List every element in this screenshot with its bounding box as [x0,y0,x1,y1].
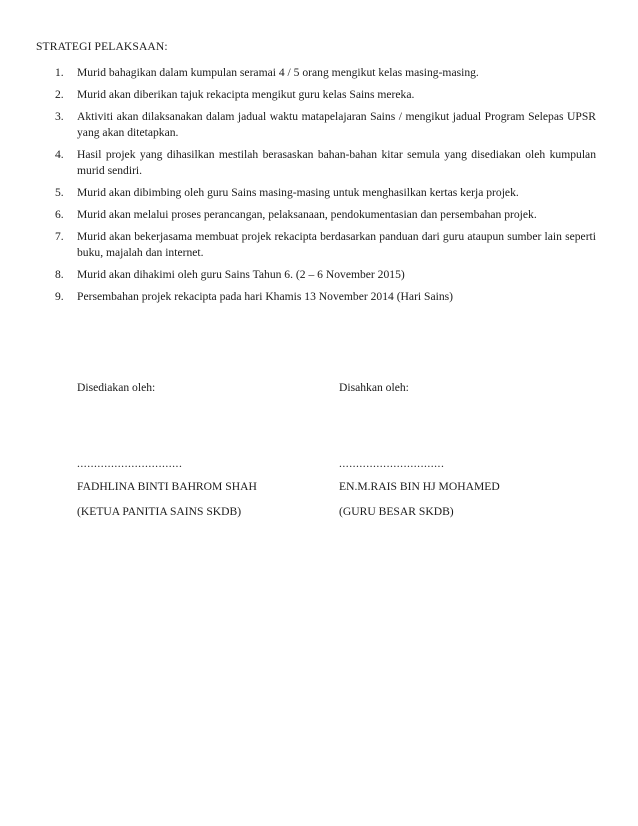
signature-block-prepared [77,380,307,520]
item-number: 5. [55,186,64,199]
item-text: Murid akan melalui proses perancangan, pelaksanaan, pendokumentasian dan persembahan projek. [77,208,537,221]
section-heading: STRATEGI PELAKSAAN: [36,40,168,53]
signatory-position: (GURU BESAR SKDB) [339,505,454,518]
signature-line: ............................... [77,457,183,470]
approved-by-label: Disahkan oleh: [339,381,409,394]
list-item [36,289,596,305]
item-number: 9. [55,290,64,303]
item-number: 7. [55,230,64,243]
signature-block-approved [339,380,569,520]
signatory-name: EN.M.RAIS BIN HJ MOHAMED [339,480,500,493]
list-item [36,207,596,223]
item-number: 6. [55,208,64,221]
signature-line: ............................... [339,457,445,470]
item-number: 1. [55,66,64,79]
item-text: Murid akan dihakimi oleh guru Sains Tahun 6. (2 – 6 November 2015) [77,268,405,281]
signatory-name: FADHLINA BINTI BAHROM SHAH [77,480,257,493]
item-number: 2. [55,88,64,101]
item-number: 4. [55,148,64,161]
item-text: Aktiviti akan dilaksanakan dalam jadual waktu matapelajaran Sains / mengikut jadual Program Selepas UPSR yang akan ditetapkan. [77,110,596,139]
list-item [36,147,596,179]
list-item [36,229,596,261]
strategy-list [36,65,596,311]
item-text: Hasil projek yang dihasilkan mestilah berasaskan bahan-bahan kitar semula yang disediakan oleh kumpulan murid sendiri. [77,148,596,177]
item-text: Murid akan dibimbing oleh guru Sains masing-masing untuk menghasilkan kertas kerja projek. [77,186,519,199]
signatory-position: (KETUA PANITIA SAINS SKDB) [77,505,242,518]
item-number: 8. [55,268,64,281]
list-item [36,267,596,283]
list-item [36,65,596,81]
item-text: Murid akan bekerjasama membuat projek rekacipta berdasarkan panduan dari guru ataupun sumber lain seperti buku, majalah dan internet. [77,230,596,259]
list-item [36,109,596,141]
item-text: Persembahan projek rekacipta pada hari Khamis 13 November 2014 (Hari Sains) [77,290,454,303]
item-number: 3. [55,110,64,123]
prepared-by-label: Disediakan oleh: [77,381,156,394]
item-text: Murid akan diberikan tajuk rekacipta mengikut guru kelas Sains mereka. [77,88,415,101]
list-item [36,87,596,103]
list-item [36,185,596,201]
item-text: Murid bahagikan dalam kumpulan seramai 4 / 5 orang mengikut kelas masing-masing. [77,66,479,79]
